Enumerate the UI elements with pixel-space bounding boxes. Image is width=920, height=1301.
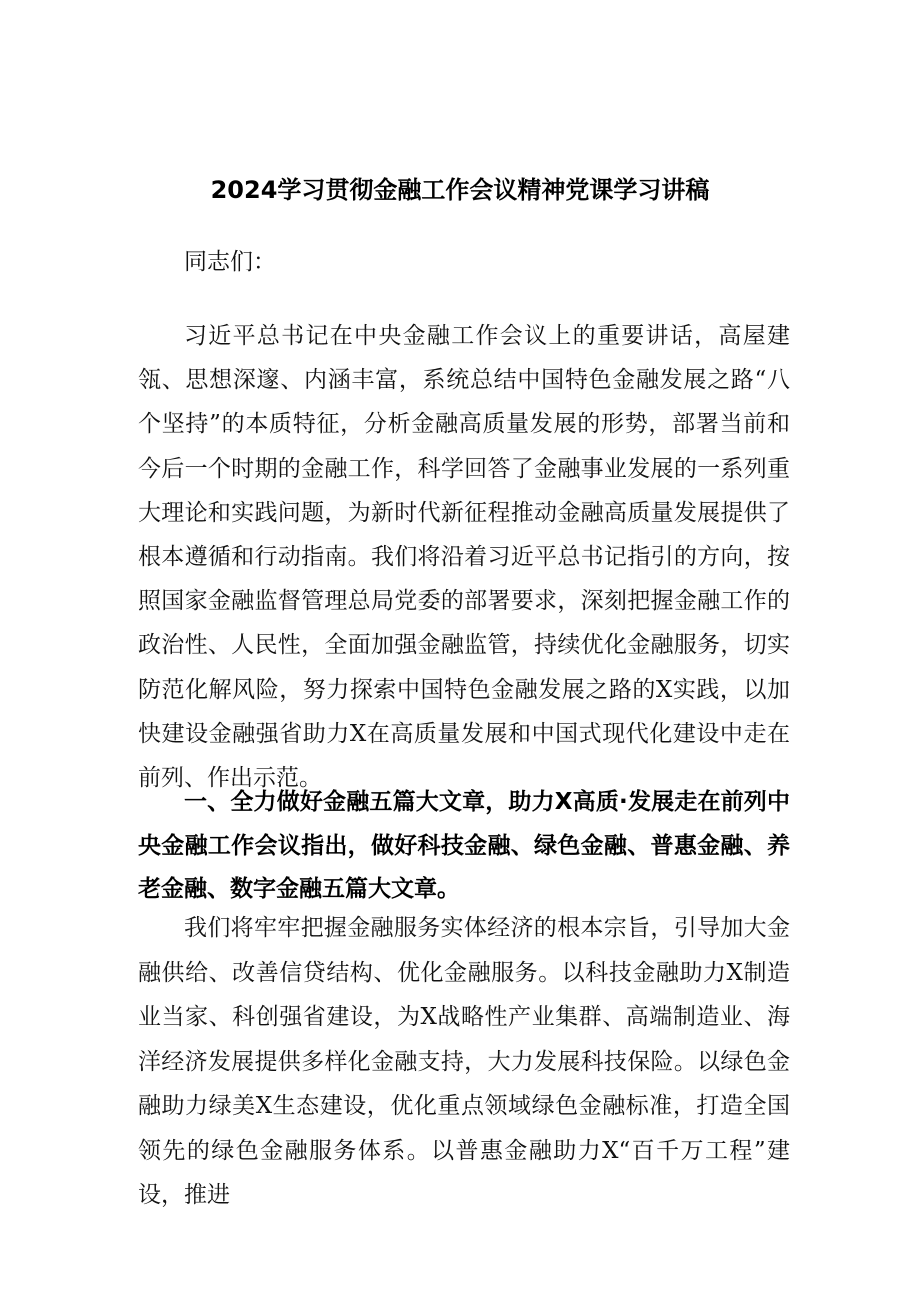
section-heading-1: 一、全力做好金融五篇大文章，助力X高质·发展走在前列中央金融工作会议指出，做好科技金融、绿色金融、普惠金融、养老金融、数字金融五篇大文章。 [138, 789, 790, 902]
salutation: 同志们： [184, 249, 276, 275]
body-paragraph-1: 习近平总书记在中央金融工作会议上的重要讲话，高屋建瓴、思想深邃、内涵丰富，系统总结中国特色金融发展之路“八个坚持”的本质特征，分析金融高质量发展的形势，部署当前和今后一个时期的金融工作，科学回答了金融事业发展的一系列重大理论和实践问题，为新时代新征程推动金融高质量发展提供了根本遵循和行动指南。我们将沿着习近平总书记指引的方向，按照国家金融监督管理总局党委的部署要求，深刻把握金融工作的政治性、人民性，全面加强金融监管，持续优化金融服务，切实防范化解风险，努力探索中国特色金融发展之路的X实践，以加快建设金融强省助力X在高质量发展和中国式现代化建设中走在前列、作出示范。 [138, 323, 790, 792]
document-title: 2024学习贯彻金融工作会议精神党课学习讲稿 [210, 176, 710, 204]
body-paragraph-2: 我们将牢牢把握金融服务实体经济的根本宗旨，引导加大金融供给、改善信贷结构、优化金融服务。以科技金融助力X制造业当家、科创强省建设，为X战略性产业集群、高端制造业、海洋经济发展提供多样化金融支持，大力发展科技保险。以绿色金融助力绿美X生态建设，优化重点领域绿色金融标准，打造全国领先的绿色金融服务体系。以普惠金融助力X“百千万工程”建设，推进 [138, 915, 790, 1208]
